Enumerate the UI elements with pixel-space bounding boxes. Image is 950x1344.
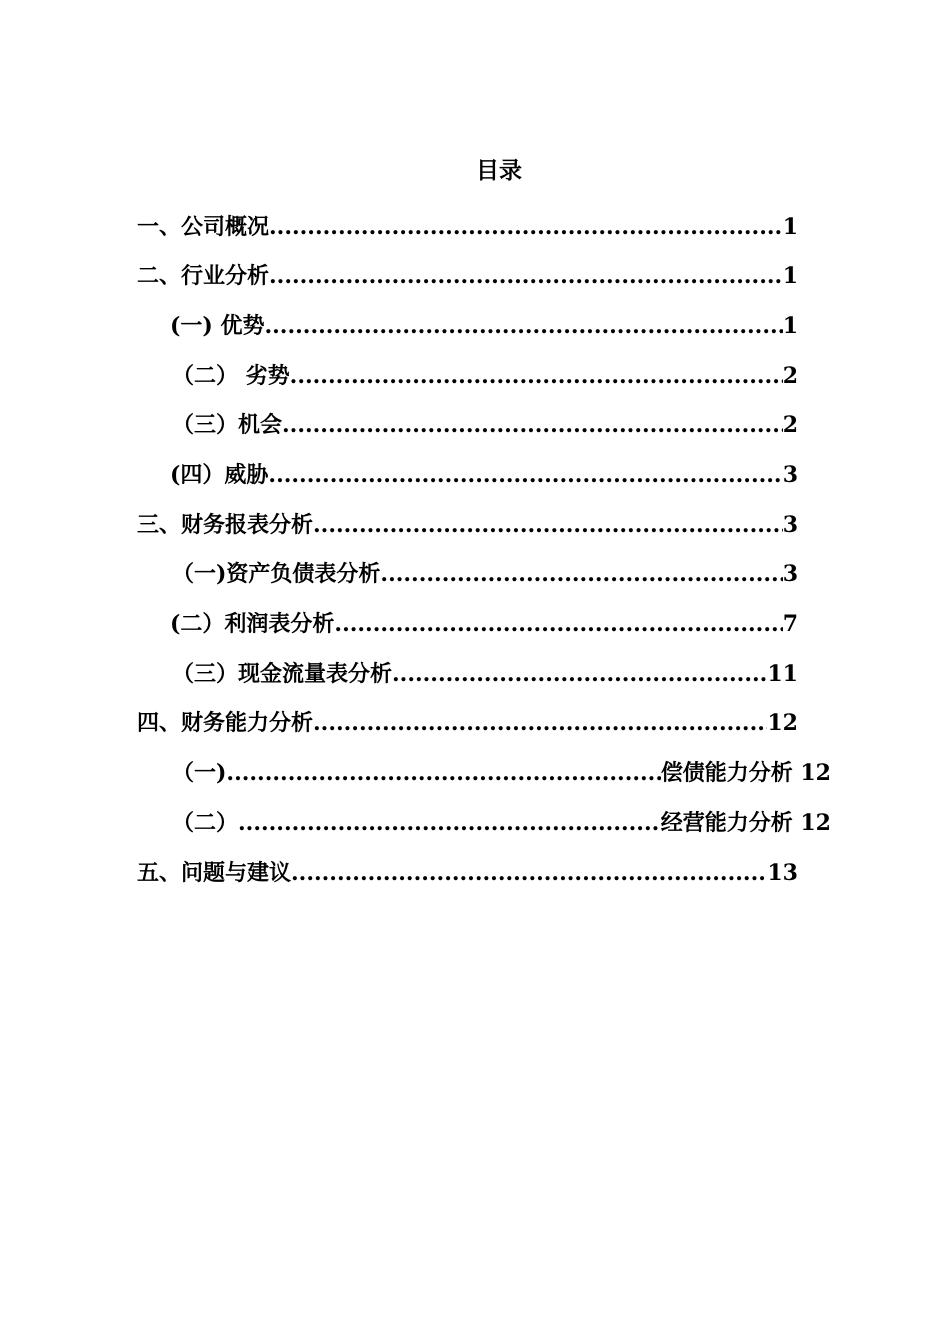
dot-leader	[264, 309, 782, 343]
toc-entry-page: 7	[782, 611, 798, 637]
toc-entry-label: （三）机会	[172, 412, 283, 438]
toc-title: 目录	[476, 157, 522, 184]
toc-entry-label: （三）现金流量表分析	[172, 661, 393, 687]
toc-entry-page: 2	[782, 363, 798, 389]
toc-entry-page: 2	[782, 412, 798, 438]
toc-entry[interactable]	[137, 856, 798, 890]
toc-entry[interactable]	[172, 657, 798, 691]
toc-entry[interactable]	[170, 458, 798, 492]
toc-entry-label: (一) 优势	[170, 313, 265, 339]
dot-leader	[226, 756, 660, 790]
toc-entry-label: 四、财务能力分析	[137, 710, 314, 736]
toc-entry-label: （二）	[172, 810, 239, 836]
toc-entry-page: 11	[767, 661, 798, 687]
dot-leader	[290, 359, 783, 393]
toc-entry-page: 1	[782, 214, 798, 240]
toc-entry-page: 1	[782, 313, 798, 339]
toc-entry-page: 3	[782, 561, 798, 587]
toc-entry-label: 五、问题与建议	[137, 860, 292, 886]
toc-entry-page: 3	[782, 512, 798, 538]
dot-leader	[313, 508, 783, 542]
toc-entry-label: 一、公司概况	[137, 214, 270, 240]
dot-leader	[282, 408, 783, 442]
toc-entry-label: 三、财务报表分析	[137, 512, 314, 538]
toc-entry-label: 二、行业分析	[137, 263, 270, 289]
toc-entry[interactable]	[137, 210, 798, 244]
dot-leader	[269, 210, 783, 244]
toc-entry[interactable]	[172, 359, 798, 393]
toc-entry[interactable]	[172, 557, 798, 591]
dot-leader	[291, 856, 767, 890]
toc-entry-page: 1	[782, 263, 798, 289]
toc-entry-title-and-page: 偿债能力分析 12	[660, 760, 831, 786]
toc-entry-label: （二） 劣势	[172, 363, 290, 389]
toc-entry[interactable]	[137, 259, 798, 293]
dot-leader	[380, 557, 782, 591]
toc-entry-title-and-page: 经营能力分析 12	[660, 810, 831, 836]
toc-entry[interactable]	[172, 408, 798, 442]
toc-entry-label: (四）威胁	[170, 462, 269, 488]
toc-entry[interactable]	[137, 508, 798, 542]
toc-entry-label: （一)	[172, 760, 227, 786]
toc-entry[interactable]	[170, 607, 798, 641]
dot-leader	[313, 706, 767, 740]
toc-entry-page: 12	[767, 710, 798, 736]
toc-entry-label: (二）利润表分析	[170, 611, 335, 637]
dot-leader	[238, 806, 661, 840]
toc-entry[interactable]	[172, 806, 831, 840]
toc-entry[interactable]	[172, 756, 831, 790]
dot-leader	[269, 259, 783, 293]
dot-leader	[392, 657, 767, 691]
dot-leader	[268, 458, 782, 492]
dot-leader	[334, 607, 782, 641]
toc-entry[interactable]	[170, 309, 798, 343]
toc-entry-label: （一)资产负债表分析	[172, 561, 381, 587]
toc-entry-page: 13	[767, 860, 798, 886]
toc-entry-page: 3	[782, 462, 798, 488]
toc-entry[interactable]	[137, 706, 798, 740]
